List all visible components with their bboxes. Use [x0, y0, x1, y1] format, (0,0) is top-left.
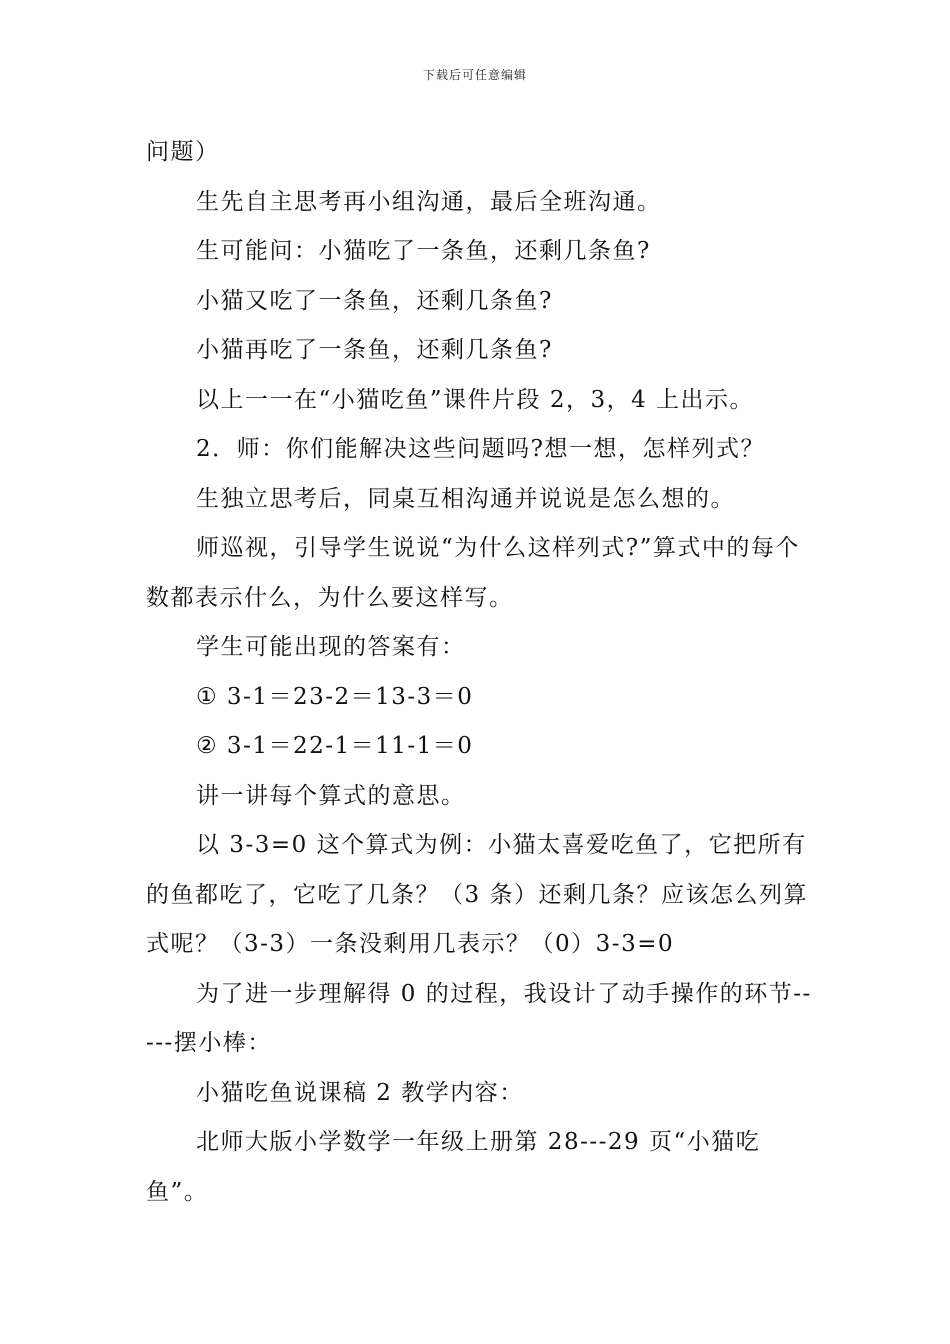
- paragraph-1: 问题）: [146, 139, 220, 165]
- paragraph-11: ① 3-1＝23-2＝13-3＝0: [196, 683, 474, 710]
- paragraph-5: 小猫再吃了一条鱼，还剩几条鱼?: [196, 337, 553, 363]
- paragraph-6: 以上一一在“小猫吃鱼”课件片段 2，3，4 上出示。: [196, 386, 755, 413]
- paragraph-15: 为了进一步理解得 0 的过程，我设计了动手操作的环节-----摆小棒：: [146, 980, 812, 1056]
- paragraph-3: 生可能问：小猫吃了一条鱼，还剩几条鱼?: [196, 238, 651, 264]
- paragraph-8: 生独立思考后，同桌互相沟通并说说是怎么想的。: [196, 485, 735, 512]
- paragraph-2: 生先自主思考再小组沟通，最后全班沟通。: [196, 188, 662, 215]
- paragraph-17: 北师大版小学数学一年级上册第 28---29 页“小猫吃鱼”。: [146, 1129, 761, 1205]
- paragraph-4: 小猫又吃了一条鱼，还剩几条鱼?: [196, 287, 553, 314]
- paragraph-13: 讲一讲每个算式的意思。: [196, 782, 466, 809]
- paragraph-7: 2．师：你们能解决这些问题吗?想一想，怎样列式？: [196, 436, 765, 462]
- paragraph-16: 小猫吃鱼说课稿 2 教学内容：: [196, 1079, 524, 1106]
- paragraph-10: 学生可能出现的答案有：: [196, 634, 466, 660]
- paragraph-12: ② 3-1＝22-1＝11-1＝0: [196, 733, 474, 759]
- paragraph-14: 以 3-3=0 这个算式为例：小猫太喜爱吃鱼了，它把所有的鱼都吃了，它吃了几条？（3 条）还剩几条？应该怎么列算式呢？（3-3）一条没剩用几表示？（0）3-3=0: [146, 832, 808, 957]
- page-header: 下载后可任意编辑: [422, 68, 527, 82]
- document-body: [146, 128, 814, 1217]
- paragraph-9: 师巡视，引导学生说说“为什么这样列式?”算式中的每个数都表示什么，为什么要这样写。: [146, 535, 800, 611]
